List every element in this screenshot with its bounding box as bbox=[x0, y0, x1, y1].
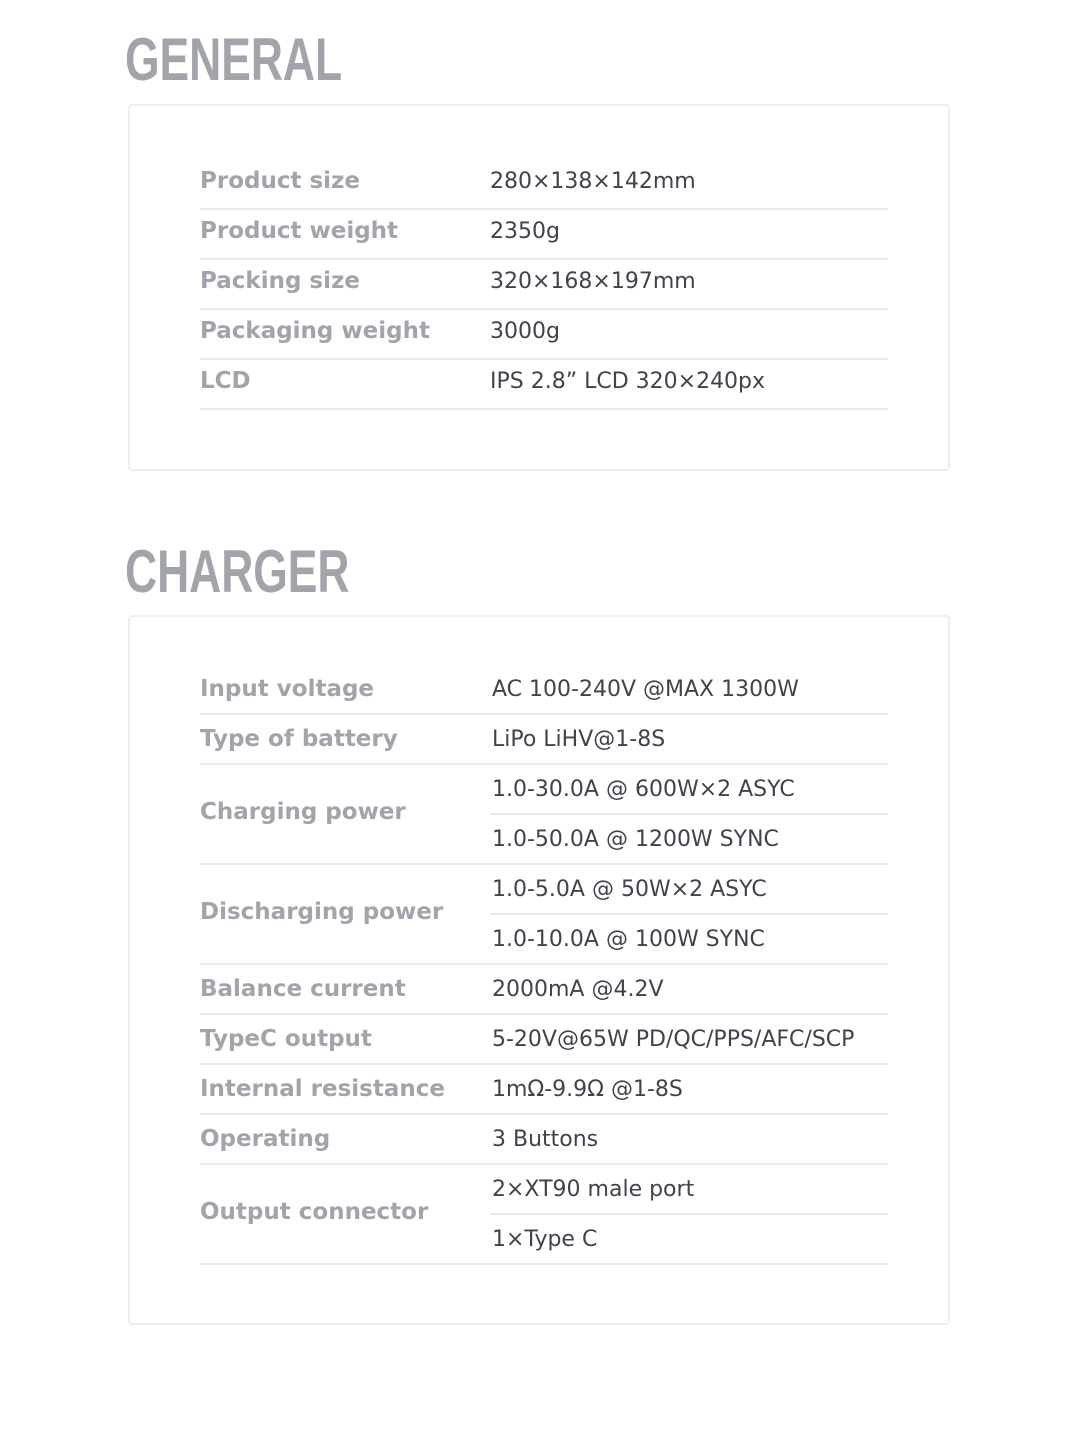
charger-spec-card bbox=[128, 615, 950, 1325]
spec-row-output-connector bbox=[200, 1165, 888, 1265]
spec-label: Discharging power bbox=[200, 899, 444, 925]
spec-value: 2000mA @4.2V bbox=[492, 977, 664, 1002]
spec-value: AC 100-240V @MAX 1300W bbox=[492, 677, 799, 702]
spec-value: 320×168×197mm bbox=[490, 269, 696, 294]
spec-value: 1.0-10.0A @ 100W SYNC bbox=[492, 927, 765, 952]
spec-label: Operating bbox=[200, 1126, 331, 1152]
spec-label: Product weight bbox=[200, 218, 399, 244]
spec-label: TypeC output bbox=[200, 1026, 372, 1052]
spec-label: Charging power bbox=[200, 799, 406, 825]
spec-row-internal-resistance bbox=[200, 1065, 888, 1115]
spec-row-operating bbox=[200, 1115, 888, 1165]
spec-row-product-weight bbox=[200, 210, 888, 260]
sub-row-divider bbox=[490, 813, 888, 815]
spec-label: Balance current bbox=[200, 976, 406, 1002]
spec-row-type-of-battery bbox=[200, 715, 888, 765]
spec-row-typec-output bbox=[200, 1015, 888, 1065]
spec-value: 1.0-50.0A @ 1200W SYNC bbox=[492, 827, 779, 852]
spec-row-discharging-power bbox=[200, 865, 888, 965]
sub-row-divider bbox=[490, 1213, 888, 1215]
spec-label: Internal resistance bbox=[200, 1076, 445, 1102]
spec-row-balance-current bbox=[200, 965, 888, 1015]
spec-row-product-size bbox=[200, 160, 888, 210]
spec-label: Product size bbox=[200, 168, 361, 194]
spec-label: Output connector bbox=[200, 1199, 429, 1225]
sub-row-divider bbox=[490, 913, 888, 915]
spec-value: IPS 2.8” LCD 320×240px bbox=[490, 369, 766, 394]
spec-value: 1.0-5.0A @ 50W×2 ASYC bbox=[492, 877, 767, 902]
spec-value: 1×Type C bbox=[492, 1227, 598, 1252]
spec-value: 3 Buttons bbox=[492, 1127, 599, 1152]
spec-row-input-voltage bbox=[200, 665, 888, 715]
general-spec-card bbox=[128, 104, 950, 471]
spec-row-packing-size bbox=[200, 260, 888, 310]
spec-label: Input voltage bbox=[200, 676, 375, 702]
spec-row-lcd bbox=[200, 360, 888, 410]
spec-label: LCD bbox=[200, 368, 251, 394]
spec-value: 280×138×142mm bbox=[490, 169, 696, 194]
general-section-title: GENERAL bbox=[125, 26, 343, 93]
spec-row-packaging-weight bbox=[200, 310, 888, 360]
spec-label: Packaging weight bbox=[200, 318, 430, 344]
spec-row-charging-power bbox=[200, 765, 888, 865]
spec-value: 2×XT90 male port bbox=[492, 1177, 695, 1202]
spec-label: Type of battery bbox=[200, 726, 398, 752]
spec-value: 1mΩ-9.9Ω @1-8S bbox=[492, 1077, 683, 1102]
spec-value: 2350g bbox=[490, 219, 560, 244]
spec-value: 3000g bbox=[490, 319, 560, 344]
spec-value: 1.0-30.0A @ 600W×2 ASYC bbox=[492, 777, 795, 802]
spec-value: 5-20V@65W PD/QC/PPS/AFC/SCP bbox=[492, 1027, 855, 1052]
spec-value: LiPo LiHV@1-8S bbox=[492, 727, 666, 752]
spec-label: Packing size bbox=[200, 268, 360, 294]
charger-section-title: CHARGER bbox=[125, 538, 350, 605]
